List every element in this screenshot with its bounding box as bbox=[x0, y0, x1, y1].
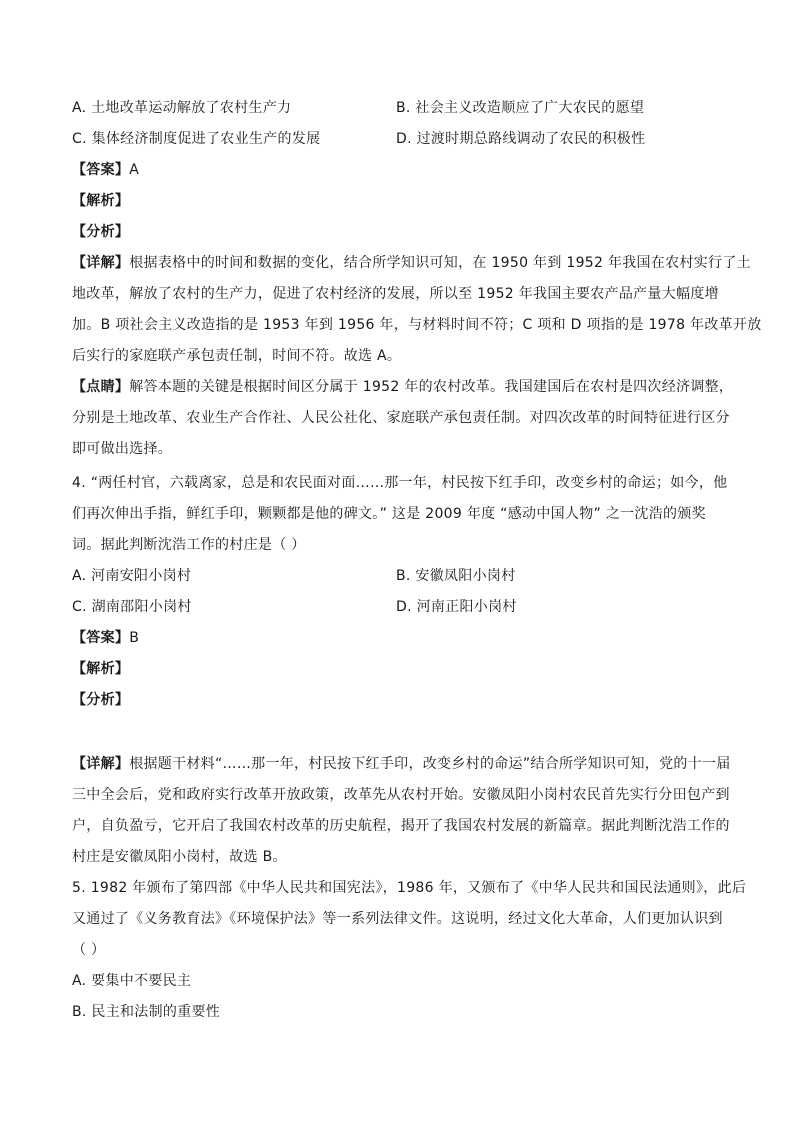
q3-option-a: A. 土地改革运动解放了农村生产力 bbox=[72, 100, 292, 116]
q4-stem-line-2: 们再次伸出手指，鲜红手印，颗颗都是他的碑文。” 这是 2009 年度 “感动中国人物” 之一沈浩的颁奖 bbox=[72, 506, 706, 522]
q4-answer bbox=[72, 628, 139, 648]
q4-option-b: B. 安徽凤阳小岗村 bbox=[396, 568, 516, 584]
q3-detail-line-1 bbox=[72, 253, 751, 273]
comment-label: 【点睛】 bbox=[72, 379, 130, 395]
detail-text: 根据表格中的时间和数据的变化，结合所学知识可知，在 1950 年到 1952 年我国在农村实行了土 bbox=[129, 255, 751, 271]
q4-detail-line-1 bbox=[72, 754, 731, 774]
answer-value: B bbox=[129, 630, 140, 646]
q3-detail-line-3: 加。B 项社会主义改造指的是 1953 年到 1956 年，与材料时间不符；C 项和 D 项指的是 1978 年改革开放 bbox=[72, 317, 762, 333]
answer-value: A bbox=[129, 162, 140, 178]
comment-text: 解答本题的关键是根据时间区分属于 1952 年的农村改革。我国建国后在农村是四次经济调整， bbox=[129, 379, 734, 395]
q4-detail-line-3: 户，自负盈亏，它开启了我国农村改革的历史航程，揭开了我国农村发展的新篇章。据此判断沈浩工作的 bbox=[72, 818, 730, 834]
answer-label: 【答案】 bbox=[72, 162, 130, 178]
q5-stem-line-1: 5. 1982 年颁布了第四部《中华人民共和国宪法》，1986 年，又颁布了《中华人民共和国民法通则》，此后 bbox=[72, 880, 747, 896]
q3-comment-line-3: 即可做出选择。 bbox=[72, 441, 173, 457]
q3-detail-line-4: 后实行的家庭联产承包责任制，时间不符。故选 A。 bbox=[72, 348, 402, 364]
q3-option-d: D. 过渡时期总路线调动了农民的积极性 bbox=[396, 131, 646, 147]
q3-comment-line-1 bbox=[72, 377, 733, 397]
q5-stem-line-3: （ ） bbox=[72, 942, 106, 958]
detail-text: 根据题干材料“……那一年，村民按下红手印，改变乡村的命运”结合所学知识可知，党的十一届 bbox=[129, 756, 731, 772]
q4-stem-line-1: 4. “两任村官，六载离家，总是和农民面对面……那一年，村民按下红手印，改变乡村的命运；如今，他 bbox=[72, 475, 728, 491]
q3-fenxi-heading: 【分析】 bbox=[72, 224, 130, 240]
q4-option-c: C. 湖南邵阳小岗村 bbox=[72, 599, 192, 615]
q4-stem-line-3: 词。据此判断沈浩工作的村庄是（ ） bbox=[72, 537, 306, 553]
q3-analysis-heading: 【解析】 bbox=[72, 193, 130, 209]
q4-option-a: A. 河南安阳小岗村 bbox=[72, 568, 192, 584]
q3-option-c: C. 集体经济制度促进了农业生产的发展 bbox=[72, 131, 321, 147]
q4-option-d: D. 河南正阳小岗村 bbox=[396, 599, 517, 615]
q5-option-b: B. 民主和法制的重要性 bbox=[72, 1004, 221, 1020]
q3-option-b: B. 社会主义改造顺应了广大农民的愿望 bbox=[396, 100, 645, 116]
q3-detail-line-2: 地改革，解放了农村的生产力，促进了农村经济的发展，所以至 1952 年我国主要农产品产量大幅度增 bbox=[72, 286, 719, 302]
q4-fenxi-heading: 【分析】 bbox=[72, 692, 130, 708]
q4-detail-line-4: 村庄是安徽凤阳小岗村，故选 B。 bbox=[72, 849, 287, 865]
detail-label: 【详解】 bbox=[72, 756, 130, 772]
detail-label: 【详解】 bbox=[72, 255, 130, 271]
q5-stem-line-2: 又通过了《义务教育法》《环境保护法》等一系列法律文件。这说明，经过文化大革命，人们更加认识到 bbox=[72, 911, 723, 927]
q3-answer bbox=[72, 160, 139, 180]
answer-label: 【答案】 bbox=[72, 630, 130, 646]
q5-option-a: A. 要集中不要民主 bbox=[72, 973, 192, 989]
q4-analysis-heading: 【解析】 bbox=[72, 661, 130, 677]
q3-comment-line-2: 分别是土地改革、农业生产合作社、人民公社化、家庭联产承包责任制。对四次改革的时间特征进行区分 bbox=[72, 410, 730, 426]
q4-detail-line-2: 三中全会后，党和政府实行改革开放政策，改革先从农村开始。安徽凤阳小岗村农民首先实行分田包产到 bbox=[72, 787, 730, 803]
